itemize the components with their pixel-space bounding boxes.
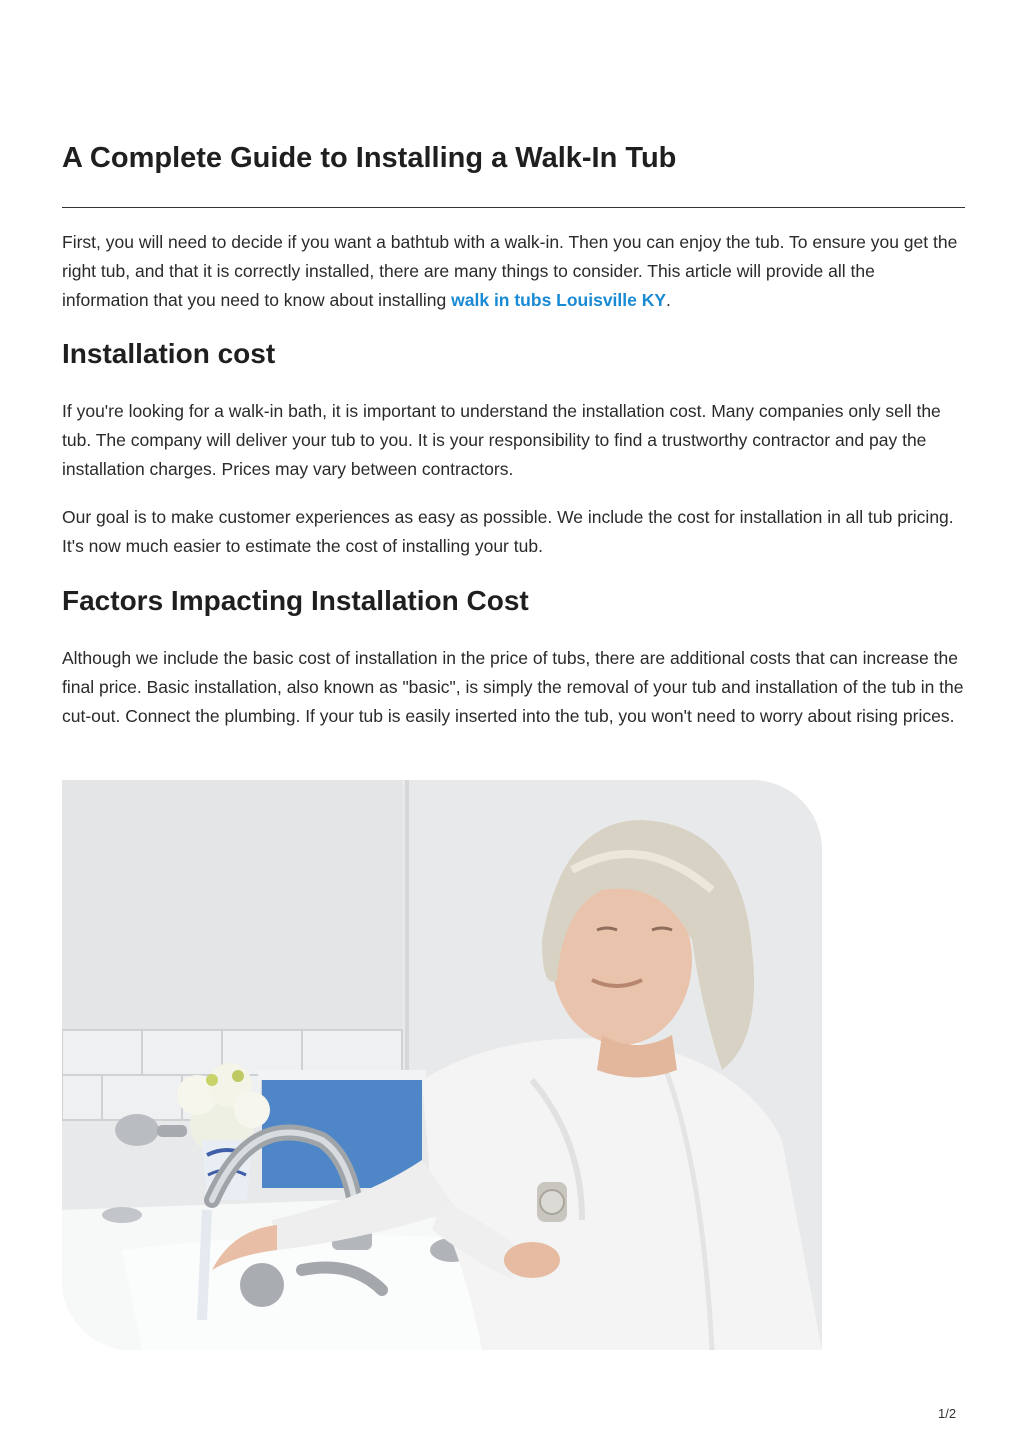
intro-text: First, you will need to decide if you want a bathtub with a walk-in. Then you can enjoy the tub. To ensure you get the right tub, and that it is correctly installed, there are many things to consider. This article will provide all the information that you need to know about installing: [62, 232, 958, 310]
walk-in-tubs-link[interactable]: walk in tubs Louisville KY: [451, 290, 667, 310]
installation-cost-paragraph-2: Our goal is to make customer experiences as easy as possible. We include the cost for installation in all tub pricing. It's now much easier to estimate the cost of installing your tub.: [62, 507, 954, 556]
installation-cost-heading: Installation cost: [62, 338, 276, 369]
intro-end: .: [666, 290, 671, 310]
walk-in-tub-photo: [62, 780, 822, 1350]
factors-paragraph: Although we include the basic cost of installation in the price of tubs, there are additional costs that can increase the final price. Basic installation, also known as "basic", is simply the removal of your tub and installation of the tub in the cut-out. Connect the plumbing. If your tub is easily inserted into the tub, you won't need to worry about rising prices.: [62, 648, 964, 726]
article-title: A Complete Guide to Installing a Walk-In Tub: [62, 142, 677, 174]
installation-cost-paragraph-1: If you're looking for a walk-in bath, it is important to understand the installation cost. Many companies only sell the tub. The company will deliver your tub to you. It is your responsibility to find a trustworthy contractor and pay the installation charges. Prices may vary between contractors.: [62, 401, 941, 479]
title-divider: [62, 207, 965, 208]
intro-paragraph: [62, 228, 966, 315]
page-number: 1/2: [938, 1406, 957, 1421]
factors-heading: Factors Impacting Installation Cost: [62, 585, 529, 616]
